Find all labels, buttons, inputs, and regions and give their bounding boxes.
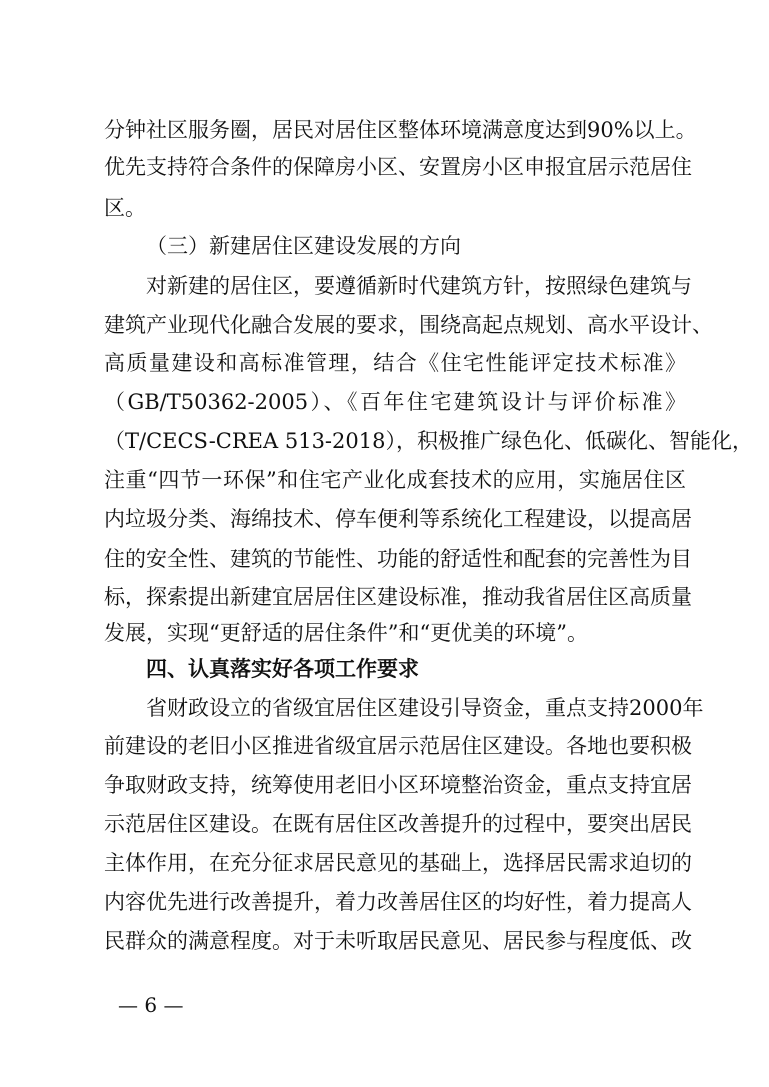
paragraph-line: （GB/T50362-2005）、《百年住宅建筑设计与评价标准》 — [104, 390, 686, 414]
paragraph-line: 标，探索提出新建宜居居住区建设标准，推动我省居住区高质量 — [104, 585, 692, 609]
paragraph-line: 内容优先进行改善提升，着力改善居住区的均好性，着力提高人 — [104, 890, 692, 914]
section-heading: （三）新建居住区建设发展的方向 — [146, 234, 461, 258]
paragraph-line: 分钟社区服务圈，居民对居住区整体环境满意度达到90%以上。 — [104, 118, 697, 142]
paragraph-line: 争取财政支持，统筹使用老旧小区环境整治资金，重点支持宜居 — [104, 773, 692, 797]
paragraph-line: 注重“四节一环保”和住宅产业化成套技术的应用，实施居住区 — [104, 468, 686, 492]
paragraph-line: 住的安全性、建筑的节能性、功能的舒适性和配套的完善性为目 — [104, 547, 692, 571]
paragraph-line: 区。 — [104, 196, 146, 220]
paragraph-line: 内垃圾分类、海绵技术、停车便利等系统化工程建设，以提高居 — [104, 507, 692, 531]
paragraph-line: （T/CECS-CREA 513-2018），积极推广绿色化、低碳化、智能化， — [104, 429, 753, 453]
paragraph-line: 建筑产业现代化融合发展的要求，围绕高起点规划、高水平设计、 — [104, 313, 713, 337]
paragraph-line: 省财政设立的省级宜居住区建设引导资金，重点支持2000年 — [146, 696, 704, 720]
paragraph-line: 示范居住区建设。在既有居住区改善提升的过程中，要突出居民 — [104, 812, 692, 836]
page-number: — 6 — — [118, 993, 184, 1017]
section-heading: 四、认真落实好各项工作要求 — [146, 657, 419, 681]
paragraph-line: 对新建的居住区，要遵循新时代建筑方针，按照绿色建筑与 — [146, 274, 692, 298]
paragraph-line: 前建设的老旧小区推进省级宜居示范居住区建设。各地也要积极 — [104, 734, 692, 758]
paragraph-line: 优先支持符合条件的保障房小区、安置房小区申报宜居示范居住 — [104, 155, 692, 179]
paragraph-line: 主体作用，在充分征求居民意见的基础上，选择居民需求迫切的 — [104, 851, 692, 875]
paragraph-line: 发展，实现“更舒适的居住条件”和“更优美的环境”。 — [104, 621, 588, 645]
paragraph-line: 高质量建设和高标准管理，结合《住宅性能评定技术标准》 — [104, 351, 686, 375]
paragraph-line: 民群众的满意程度。对于未听取居民意见、居民参与程度低、改 — [104, 929, 692, 953]
